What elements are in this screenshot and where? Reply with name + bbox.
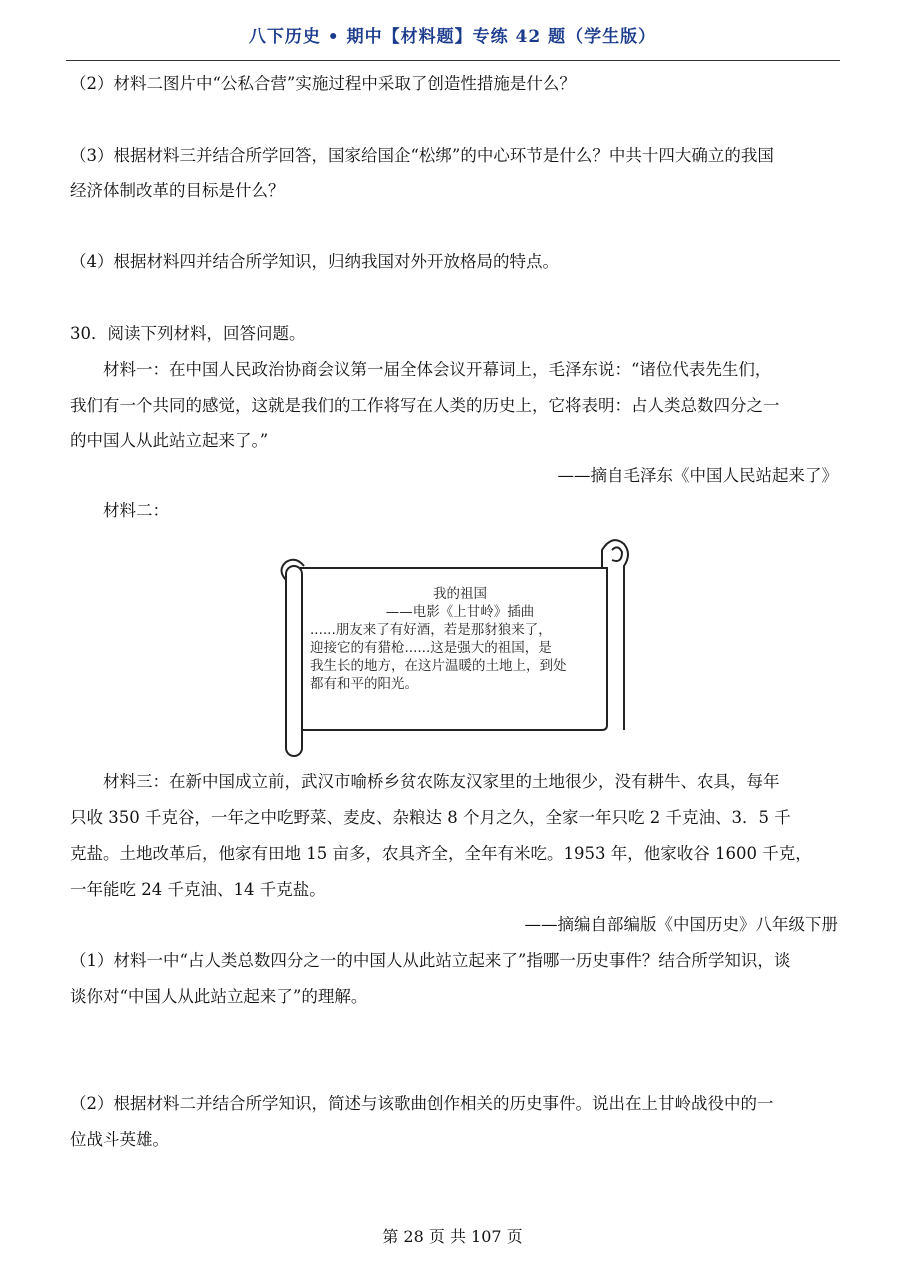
material1-source: ——摘自毛泽东《中国人民站起来了》	[557, 466, 838, 485]
q29-part2: （2）材料二图片中“公私合营”实施过程中采取了创造性措施是什么？	[70, 74, 576, 93]
page-header-title: 八下历史 • 期中【材料题】专练 42 题（学生版）	[248, 27, 657, 47]
material3-line4: 一年能吃 24 千克油、14 千克盐。	[70, 880, 326, 899]
q29-part3-line2: 经济体制改革的目标是什么？	[70, 181, 285, 200]
q30-part1-line1: （1）材料一中“占人类总数四分之一的中国人从此站立起来了”指哪一历史事件？结合所学知识，谈	[70, 951, 791, 970]
q30-part2-line1: （2）根据材料二并结合所学知识，简述与该歌曲创作相关的历史事件。说出在上甘岭战役中的一	[70, 1094, 774, 1113]
q29-part4: （4）根据材料四并结合所学知识，归纳我国对外开放格局的特点。	[70, 252, 559, 271]
material1-line3: 的中国人从此站立起来了。”	[70, 431, 269, 450]
lyrics-line: 迎接它的有猎枪......这是强大的祖国，是	[310, 640, 552, 656]
material1-line2: 我们有一个共同的感觉，这就是我们的工作将写在人类的历史上，它将表明：占人类总数四分之一	[70, 396, 780, 415]
material3-source: ——摘编自部编版《中国历史》八年级下册	[524, 915, 838, 934]
song-title: 我的祖国	[433, 586, 487, 602]
header-divider	[66, 60, 840, 61]
q30-title: 30．阅读下列材料，回答问题。	[70, 324, 306, 343]
material3-line1: 材料三：在新中国成立前，武汉市喻桥乡贫农陈友汉家里的土地很少，没有耕牛、农具，每年	[103, 772, 780, 791]
page-number: 第 28 页 共 107 页	[382, 1227, 523, 1246]
material2-label: 材料二：	[103, 501, 169, 520]
lyrics-line: ......朋友来了有好酒，若是那豺狼来了，	[310, 622, 552, 638]
song-subtitle: ——电影《上甘岭》插曲	[385, 604, 535, 620]
lyrics-line: 我生长的地方，在这片温暖的土地上，到处	[310, 658, 567, 674]
scroll-lyrics	[310, 585, 610, 693]
q30-part1-line2: 谈你对“中国人从此站立起来了”的理解。	[70, 987, 368, 1006]
q30-part2-line2: 位战斗英雄。	[70, 1130, 169, 1149]
material3-line3: 克盐。土地改革后，他家有田地 15 亩多，农具齐全，全年有米吃。1953 年，他家收谷 1600 千克，	[70, 844, 812, 863]
lyrics-line: 都有和平的阳光。	[310, 676, 418, 692]
material3-line2: 只收 350 千克谷，一年之中吃野菜、麦皮、杂粮达 8 个月之久，全家一年只吃 2 千克油、3．5 千	[70, 808, 791, 827]
material1-line1: 材料一：在中国人民政治协商会议第一届全体会议开幕词上，毛泽东说：“诸位代表先生们，	[103, 360, 772, 379]
q29-part3-line1: （3）根据材料三并结合所学回答，国家给国企“松绑”的中心环节是什么？中共十四大确立的我国	[70, 146, 774, 165]
